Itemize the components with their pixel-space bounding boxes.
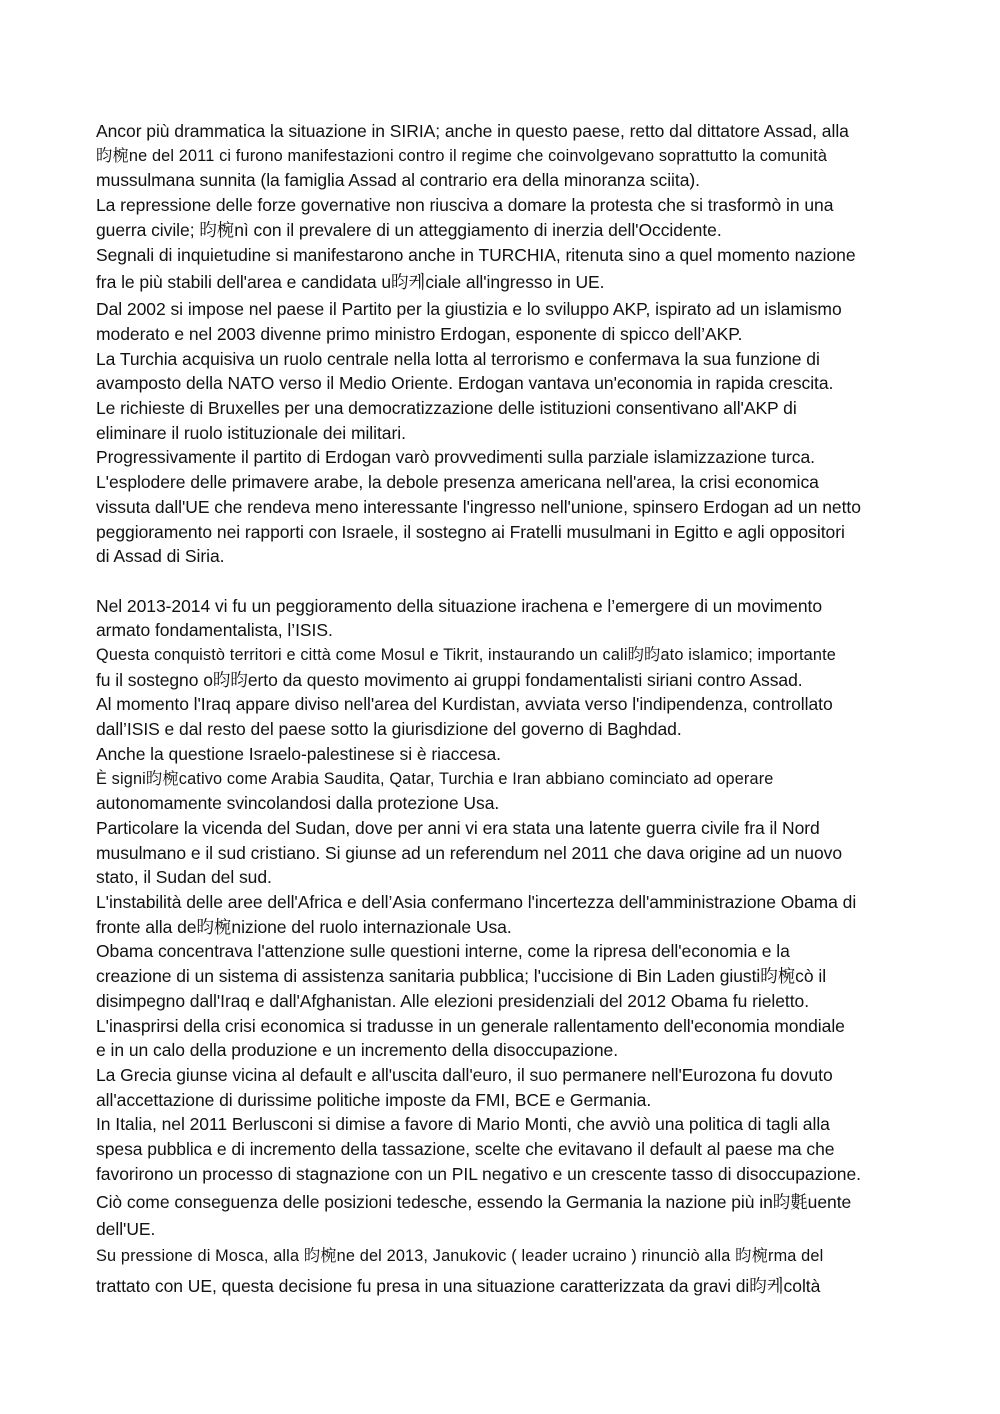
text-line: vissuta dall'UE che rendeva meno interessante l'ingresso nell'unione, spinsero Erdogan ad un netto bbox=[96, 496, 861, 517]
text-line: In Italia, nel 2011 Berlusconi si dimise a favore di Mario Monti, che avviò una politica di tagli alla bbox=[96, 1114, 830, 1135]
text-line: Ancor più drammatica la situazione in SIRIA; anche in questo paese, retto dal dittatore Assad, alla bbox=[96, 121, 849, 141]
text-line: all'accettazione di durissime politiche imposte da FMI, BCE e Germania. bbox=[96, 1089, 652, 1110]
text-line: musulmano e il sud cristiano. Si giunse ad un referendum nel 2011 che dava origine ad un nuovo bbox=[96, 842, 843, 863]
text-line: Su pressione di Mosca, alla 昀椀ne del 2013, Janukovic ( leader ucraino ) rinunciò alla 昀椀rma del bbox=[96, 1247, 824, 1266]
text-line: fronte alla de昀椀nizione del ruolo internazionale Usa. bbox=[96, 916, 512, 937]
document-page bbox=[96, 119, 908, 1301]
text-line: spesa pubblica e di incremento della tassazione, scelte che evitavano il default al paese ma che bbox=[96, 1139, 835, 1160]
text-line: dall’ISIS e dal resto del paese sotto la giurisdizione del governo di Baghdad. bbox=[96, 719, 682, 740]
text-line: guerra civile; 昀椀nì con il prevalere di un atteggiamento di inerzia dell'Occidente. bbox=[96, 219, 722, 240]
text-line: La repressione delle forze governative non riusciva a domare la protesta che si trasformò in una bbox=[96, 195, 834, 216]
text-line: peggioramento nei rapporti con Israele, il sostegno ai Fratelli musulmani in Egitto e agli oppositori bbox=[96, 521, 845, 542]
text-line: favorirono un processo di stagnazione con un PIL negativo e un crescente tasso di disoccupazione. bbox=[96, 1163, 861, 1184]
text-line: Particolare la vicenda del Sudan, dove per anni vi era stata una latente guerra civile fra il Nord bbox=[96, 817, 820, 838]
text-line: L'esplodere delle primavere arabe, la debole presenza americana nell'area, la crisi economica bbox=[96, 472, 819, 493]
text-line: avamposto della NATO verso il Medio Oriente. Erdogan vantava un'economia in rapida crescita. bbox=[96, 373, 834, 394]
text-line: mussulmana sunnita (la famiglia Assad al contrario era della minoranza sciita). bbox=[96, 170, 700, 191]
text-line: trattato con UE, questa decisione fu presa in una situazione caratterizzata da gravi di昀케coltà bbox=[96, 1276, 821, 1297]
text-line: creazione di un sistema di assistenza sanitaria pubblica; l'uccisione di Bin Laden giusti昀椀cò il bbox=[96, 966, 827, 987]
text-line: Progressivamente il partito di Erdogan varò provvedimenti sulla parziale islamizzazione turca. bbox=[96, 447, 815, 468]
text-line: Al momento l'Iraq appare diviso nell'area del Kurdistan, avviata verso l'indipendenza, controllato bbox=[96, 694, 833, 715]
text-line: eliminare il ruolo istituzionale dei militari. bbox=[96, 422, 406, 443]
text-line: autonomamente svincolandosi dalla protezione Usa. bbox=[96, 793, 500, 814]
text-line: Obama concentrava l'attenzione sulle questioni interne, come la ripresa dell'economia e la bbox=[96, 941, 790, 962]
text-line: Le richieste di Bruxelles per una democratizzazione delle istituzioni consentivano all'AKP di bbox=[96, 398, 797, 419]
text-line: La Turchia acquisiva un ruolo centrale nella lotta al terrorismo e confermava la sua funzione di bbox=[96, 348, 820, 369]
text-line: Dal 2002 si impose nel paese il Partito per la giustizia e lo sviluppo AKP, ispirato ad un islamismo bbox=[96, 299, 842, 320]
text-line: La Grecia giunse vicina al default e all'uscita dall'euro, il suo permanere nell'Eurozona fu dovuto bbox=[96, 1065, 833, 1085]
text-line: e in un calo della produzione e un incremento della disoccupazione. bbox=[96, 1040, 619, 1061]
text-line: dell'UE. bbox=[96, 1218, 156, 1239]
text-line: È signi昀椀cativo come Arabia Saudita, Qatar, Turchia e Iran abbiano cominciato ad operare bbox=[96, 769, 774, 788]
text-line: Anche la questione Israelo-palestinese si è riaccesa. bbox=[96, 743, 501, 764]
text-line: armato fondamentalista, l’ISIS. bbox=[96, 620, 333, 641]
text-line: moderato e nel 2003 divenne primo ministro Erdogan, esponente di spicco dell’AKP. bbox=[96, 323, 743, 344]
text-line: disimpegno dall'Iraq e dall'Afghanistan. Alle elezioni presidenziali del 2012 Obama fu rieletto. bbox=[96, 990, 810, 1011]
text-line: fra le più stabili dell'area e candidata u昀케ciale all'ingresso in UE. bbox=[96, 272, 605, 293]
paragraph-gap bbox=[96, 569, 908, 594]
text-line: Nel 2013-2014 vi fu un peggioramento della situazione irachena e l’emergere di un movimento bbox=[96, 595, 823, 616]
text-line: Ciò come conseguenza delle posizioni tedesche, essendo la Germania la nazione più in昀氀uente bbox=[96, 1191, 852, 1212]
text-line: L'inasprirsi della crisi economica si tradusse in un generale rallentamento dell'economia mondiale bbox=[96, 1015, 845, 1036]
text-line: Questa conquistò territori e città come Mosul e Tikrit, instaurando un cali昀昀ato islamico; importante bbox=[96, 646, 836, 665]
text-line: fu il sostegno o昀昀erto da questo movimento ai gruppi fondamentalisti siriani contro Assad. bbox=[96, 669, 803, 690]
text-line: stato, il Sudan del sud. bbox=[96, 867, 272, 888]
text-line: di Assad di Siria. bbox=[96, 546, 225, 567]
text-line: L'instabilità delle aree dell'Africa e dell’Asia confermano l'incertezza dell'amministrazione Obama di bbox=[96, 892, 857, 913]
text-line: Segnali di inquietudine si manifestarono anche in TURCHIA, ritenuta sino a quel momento nazione bbox=[96, 244, 856, 265]
text-line: 昀椀ne del 2011 ci furono manifestazioni contro il regime che coinvolgevano soprattutto la comunità bbox=[96, 146, 828, 165]
